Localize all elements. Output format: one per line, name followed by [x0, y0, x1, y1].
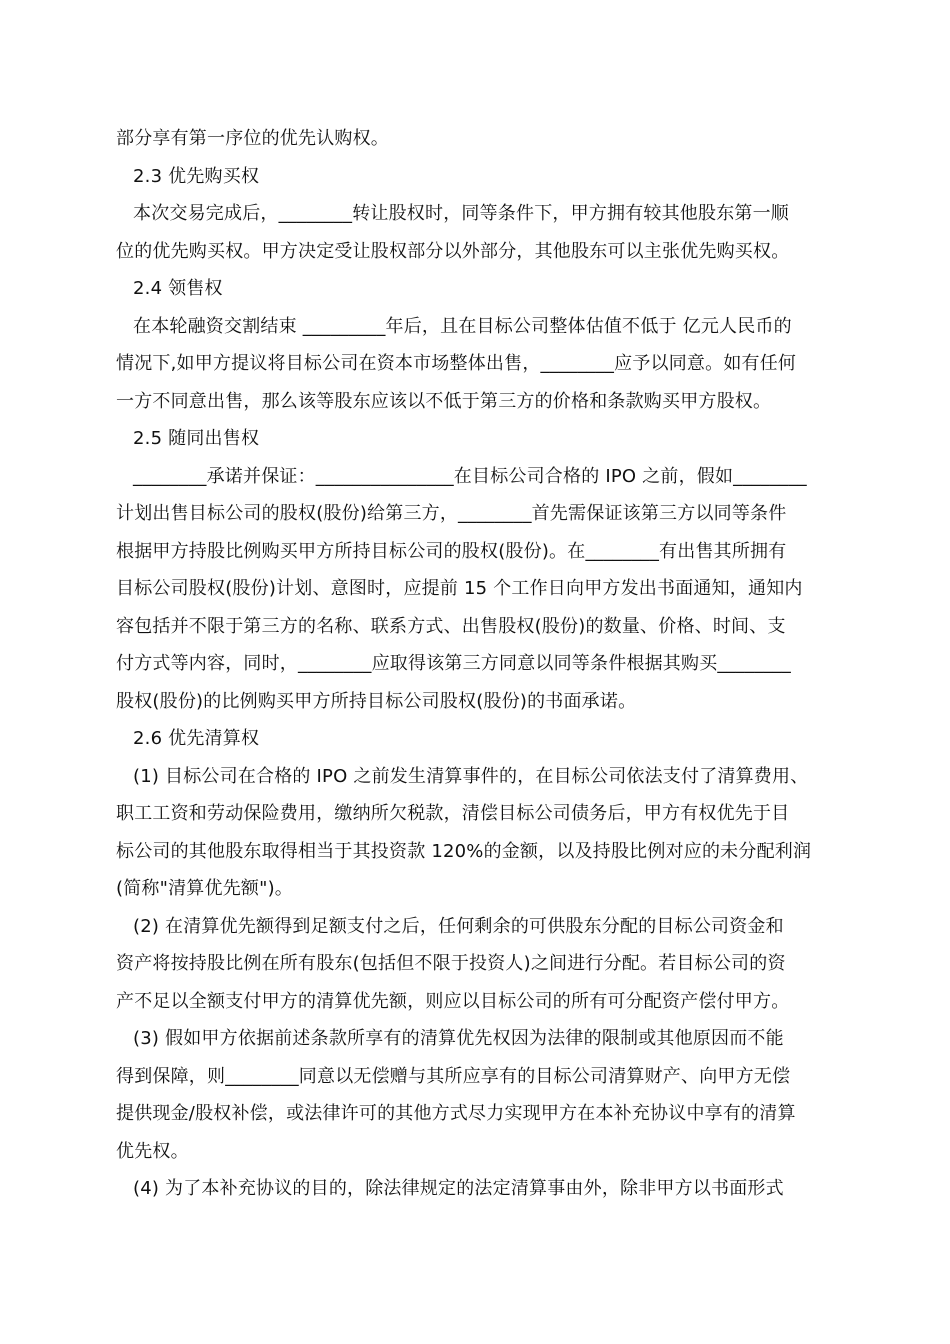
paragraph-line: 本次交易完成后，________转让股权时，同等条件下，甲方拥有较其他股东第一顺 [133, 203, 789, 224]
paragraph-line: 得到保障，则________同意以无偿赠与其所应享有的目标公司清算财产、向甲方无偿 [116, 1065, 791, 1087]
paragraph-line: 在本轮融资交割结束 _________年后，且在目标公司整体估值不低于 亿元人民币的 [133, 315, 792, 337]
paragraph-line: 优先权。 [116, 1140, 189, 1162]
section-heading-2-4: 2.4 领售权 [133, 278, 223, 299]
paragraph-line: 位的优先购买权。甲方决定受让股权部分以外部分，其他股东可以主张优先购买权。 [116, 240, 790, 262]
paragraph-line: 资产将按持股比例在所有股东(包括但不限于投资人)之间进行分配。若目标公司的资 [116, 953, 786, 974]
paragraph-line: 部分享有第一序位的优先认购权。 [116, 128, 389, 149]
section-heading-2-5: 2.5 随同出售权 [133, 428, 260, 449]
paragraph-line: (1) 目标公司在合格的 IPO 之前发生清算事件的，在目标公司依法支付了清算费用、 [133, 765, 809, 787]
paragraph-line: 计划出售目标公司的股权(股份)给第三方，________首先需保证该第三方以同等条件 [116, 503, 787, 524]
paragraph-line: 股权(股份)的比例购买甲方所持目标公司股权(股份)的书面承诺。 [116, 690, 637, 712]
paragraph-line: 一方不同意出售，那么该等股东应该以不低于第三方的价格和条款购买甲方股权。 [116, 390, 772, 412]
paragraph-line: 目标公司股权(股份)计划、意图时，应提前 15 个工作日向甲方发出书面通知，通知内 [116, 578, 803, 599]
paragraph-line: 职工工资和劳动保险费用，缴纳所欠税款，清偿目标公司债务后，甲方有权优先于目 [116, 803, 790, 824]
paragraph-line: 付方式等内容，同时，________应取得该第三方同意以同等条件根据其购买________ [116, 653, 791, 674]
paragraph-line: (2) 在清算优先额得到足额支付之后，任何剩余的可供股东分配的目标公司资金和 [133, 915, 784, 937]
paragraph-line: 根据甲方持股比例购买甲方所持目标公司的股权(股份)。在________有出售其所拥有 [116, 540, 787, 562]
paragraph-line: 容包括并不限于第三方的名称、联系方式、出售股权(股份)的数量、价格、时间、支 [116, 615, 786, 637]
paragraph-line: (4) 为了本补充协议的目的，除法律规定的法定清算事由外，除非甲方以书面形式 [133, 1178, 784, 1199]
paragraph-line: 提供现金/股权补偿，或法律许可的其他方式尽力实现甲方在本补充协议中享有的清算 [116, 1103, 796, 1124]
paragraph-line: 产不足以全额支付甲方的清算优先额，则应以目标公司的所有可分配资产偿付甲方。 [116, 990, 790, 1012]
paragraph-line: ________承诺并保证：_______________在目标公司合格的 IPO 之前，假如________ [133, 465, 807, 487]
document-body [116, 120, 836, 1208]
paragraph-line: (3) 假如甲方依据前述条款所享有的清算优先权因为法律的限制或其他原因而不能 [133, 1028, 784, 1049]
paragraph-line: 情况下,如甲方提议将目标公司在资本市场整体出售，________应予以同意。如有任何 [116, 353, 797, 374]
section-heading-2-6: 2.6 优先清算权 [133, 728, 260, 749]
paragraph-line: 标公司的其他股东取得相当于其投资款 120%的金额，以及持股比例对应的未分配利润 [116, 840, 812, 862]
section-heading-2-3: 2.3 优先购买权 [133, 165, 260, 187]
paragraph-line: (简称"清算优先额")。 [116, 878, 294, 899]
